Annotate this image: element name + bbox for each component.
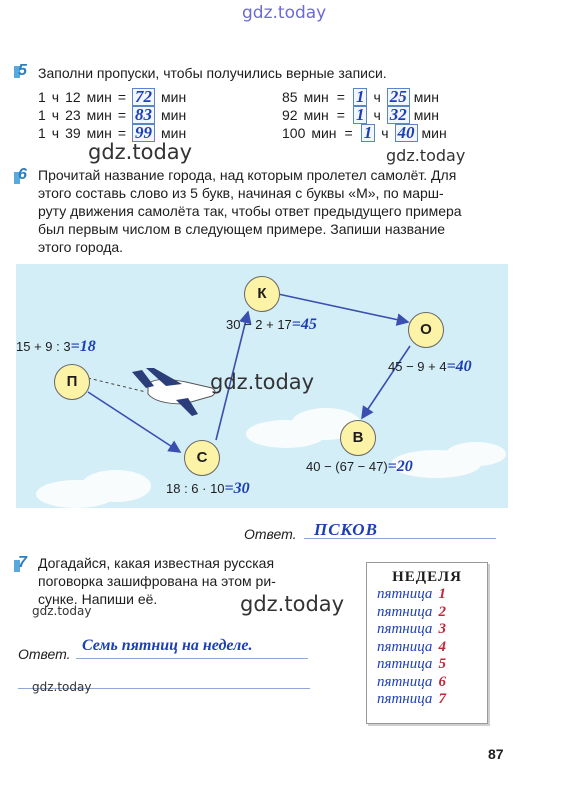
equation-part: ч xyxy=(51,89,60,105)
equation-part: мин xyxy=(413,107,439,123)
page-number: 87 xyxy=(488,746,504,762)
equation-part: 85 xyxy=(282,89,298,105)
week-day: пятница xyxy=(377,586,433,602)
task6-line: руту движения самолёта так, чтобы ответ предыдущего примера xyxy=(38,203,462,219)
week-day-row xyxy=(367,621,487,639)
time-equation xyxy=(38,106,186,124)
route-expression-k xyxy=(226,316,317,334)
equation-part: мин xyxy=(86,89,112,105)
week-title: НЕДЕЛЯ xyxy=(392,569,462,585)
equation-part: 39 xyxy=(65,125,81,141)
route-arrow xyxy=(362,346,410,418)
equation-part: 92 xyxy=(282,107,298,123)
week-day-row xyxy=(367,639,487,657)
watermark: gdz.today xyxy=(32,680,92,694)
answer-box: 1 xyxy=(353,106,368,124)
equation-part: ч xyxy=(51,107,60,123)
answer-box: 1 xyxy=(353,88,368,106)
equation-part: = xyxy=(117,107,127,123)
week-picture xyxy=(366,562,488,724)
task7-answer-label: Ответ. xyxy=(18,646,71,662)
route-node-v: В xyxy=(340,420,376,456)
answer-box: 72 xyxy=(132,88,155,106)
equation-part: мин xyxy=(303,107,329,123)
expression-answer: =18 xyxy=(70,338,96,355)
equation-part: = xyxy=(117,125,127,141)
expression-answer: =30 xyxy=(224,480,250,497)
task6-answer: ПСКОВ xyxy=(314,520,378,539)
airplane-icon xyxy=(88,368,215,416)
watermark: gdz.today xyxy=(88,140,193,164)
equation-part: мин xyxy=(311,125,337,141)
time-equation xyxy=(282,88,439,106)
expression: 18 : 6 · 10 xyxy=(166,481,225,496)
equation-part: ч xyxy=(373,107,381,123)
watermark: gdz.today xyxy=(32,604,92,618)
equation-part: = xyxy=(336,89,345,105)
task6-line: этого составь слово из 5 букв, начиная с буквы «М», по марш- xyxy=(38,185,444,201)
task7-line: сунке. Напиши её. xyxy=(38,591,158,607)
task6-line: этого города. xyxy=(38,239,124,255)
week-day-number: 3 xyxy=(438,621,446,637)
equation-part: мин xyxy=(413,89,439,105)
expression-answer: =40 xyxy=(446,358,472,375)
route-expression-v xyxy=(306,458,413,476)
expression: 40 − (67 − 47) xyxy=(306,459,388,474)
task5-number: 5 xyxy=(18,62,27,79)
task7-answer: Семь пятниц на неделе. xyxy=(82,637,253,654)
equation-part: ч xyxy=(51,125,60,141)
time-equation xyxy=(282,106,439,124)
equation-part: мин xyxy=(161,89,187,105)
answer-box: 83 xyxy=(132,106,155,124)
equation-part: 23 xyxy=(65,107,81,123)
week-day-row xyxy=(367,691,487,709)
time-equation xyxy=(282,124,447,142)
week-day-row xyxy=(367,674,487,692)
route-node-o: О xyxy=(408,312,444,348)
watermark: gdz.today xyxy=(386,146,466,165)
answer-box: 40 xyxy=(395,124,418,142)
task6-line: Прочитай название города, над которым пролетел самолёт. Для xyxy=(38,167,457,183)
task6-line: был первым числом в следующем примере. Запиши название xyxy=(38,221,446,237)
expression-answer: =20 xyxy=(387,458,413,475)
equation-part: = xyxy=(336,107,345,123)
answer-box: 32 xyxy=(387,106,410,124)
equation-part: 1 xyxy=(38,89,46,105)
task5-text: Заполни пропуски, чтобы получились верные записи. xyxy=(38,65,387,81)
week-day: пятница xyxy=(377,638,433,655)
expression-answer: =45 xyxy=(291,316,317,333)
task6-number: 6 xyxy=(18,166,27,183)
equation-part: ч xyxy=(373,89,381,105)
clouds xyxy=(36,408,506,508)
equation-part: 100 xyxy=(282,125,306,141)
week-day: пятница xyxy=(377,673,433,690)
week-day-number: 5 xyxy=(438,656,446,672)
week-day: пятница xyxy=(377,656,433,672)
equation-part: 12 xyxy=(65,89,81,105)
week-day: пятница xyxy=(377,621,433,637)
week-day-number: 7 xyxy=(438,691,446,707)
answer-box: 25 xyxy=(387,88,410,106)
answer-box: 99 xyxy=(132,124,155,142)
route-expression-o xyxy=(388,358,472,376)
week-day-row xyxy=(367,656,487,674)
equation-part: 1 xyxy=(38,107,46,123)
week-day: пятница xyxy=(377,603,433,620)
equation-part: 1 xyxy=(38,125,46,141)
time-equation xyxy=(38,88,186,106)
task6-answer-label: Ответ. xyxy=(244,526,297,542)
equation-part: ч xyxy=(381,125,389,141)
route-expression-s xyxy=(166,480,250,498)
equation-part: мин xyxy=(86,107,112,123)
equation-part: мин xyxy=(161,107,187,123)
equation-part: = xyxy=(117,89,127,105)
week-rows xyxy=(367,586,487,709)
watermark: gdz.today xyxy=(210,370,315,394)
task7-line: Догадайся, какая известная русская xyxy=(38,555,275,571)
equation-part: мин xyxy=(161,125,187,141)
equation-part: мин xyxy=(303,89,329,105)
week-day-row xyxy=(367,586,487,604)
expression: 15 + 9 : 3 xyxy=(16,339,71,354)
watermark: gdz.today xyxy=(240,592,345,616)
week-day-number: 6 xyxy=(438,673,446,690)
week-day-row xyxy=(367,604,487,622)
equation-part: = xyxy=(344,125,353,141)
answer-box: 1 xyxy=(361,124,376,142)
route-node-s: С xyxy=(184,440,220,476)
header-watermark: gdz.today xyxy=(242,3,327,23)
route-expression-p xyxy=(16,338,96,356)
equation-part: мин xyxy=(86,125,112,141)
task7-line: поговорка зашифрована на этом ри- xyxy=(38,573,276,589)
expression: 30 − 2 + 17 xyxy=(226,317,292,332)
task6-text xyxy=(38,166,508,256)
week-day: пятница xyxy=(377,691,433,707)
week-day-number: 4 xyxy=(438,638,446,655)
week-day-number: 1 xyxy=(438,586,446,602)
route-node-k: К xyxy=(244,276,280,312)
week-day-number: 2 xyxy=(438,603,446,620)
route-node-p: П xyxy=(54,364,90,400)
equation-part: мин xyxy=(421,125,447,141)
expression: 45 − 9 + 4 xyxy=(388,359,447,374)
task7-number: 7 xyxy=(18,554,27,571)
